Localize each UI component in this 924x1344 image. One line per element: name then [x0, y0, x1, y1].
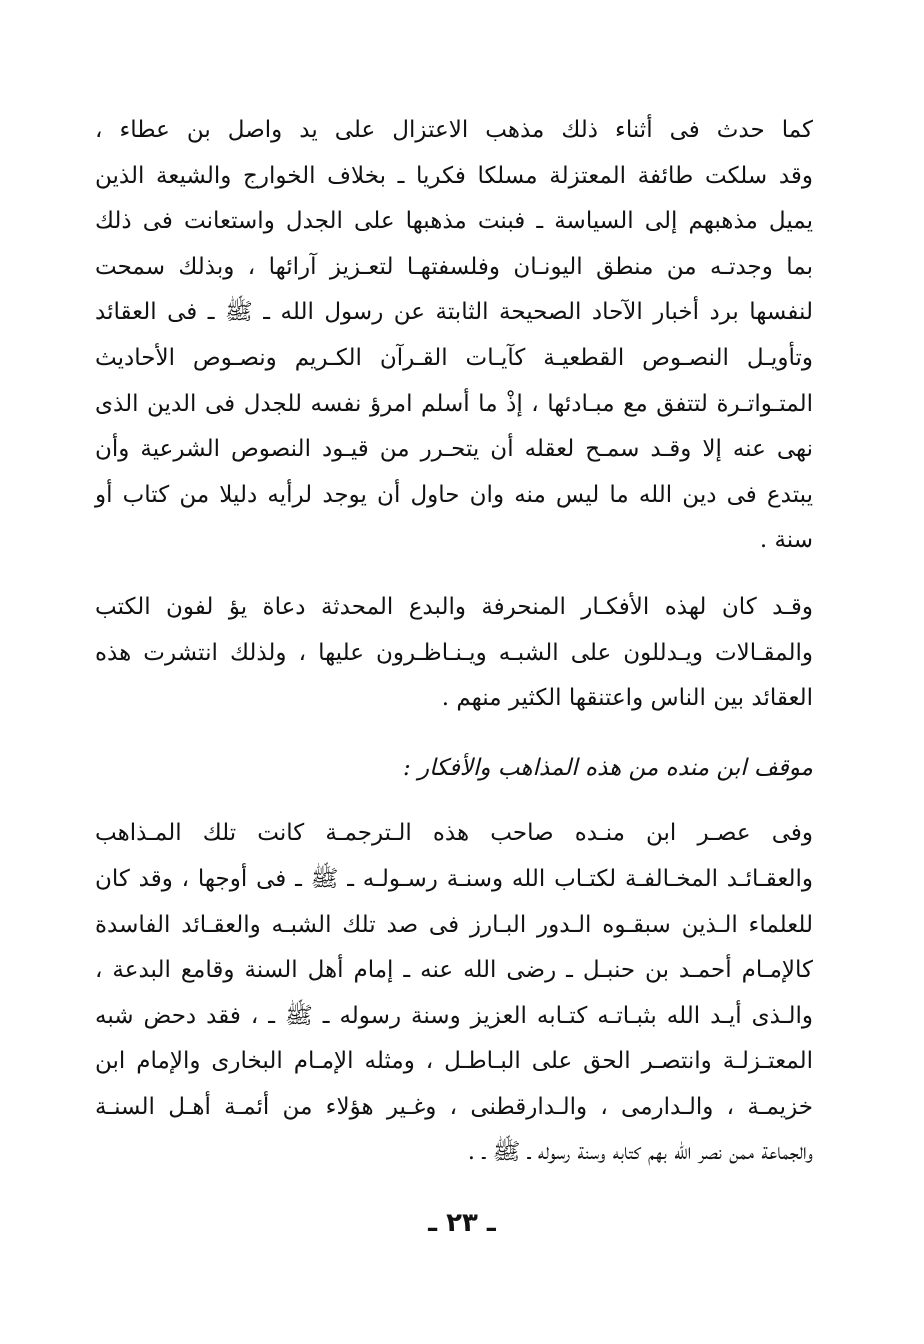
- paragraph-line: خزيمـة ، والـدارمى ، والـدارقطنى ، وغـير هؤلاء من أئمـة أهـل السنـة: [95, 1093, 813, 1120]
- paragraph-line: والجماعة ممن نصر الله بهم كتابه وسنة رسوله ـ ﷺ ـ .: [467, 1139, 813, 1166]
- paragraph-3: [95, 811, 813, 1176]
- paragraph-line: وفى عصـر ابن منـده صاحب هذه الـترجمـة كانت تلك المـذاهب: [95, 820, 813, 847]
- page-body: [95, 108, 813, 1176]
- paragraph-line: المعتـزلـة وانتصـر الحق على البـاطـل ، ومثله الإمـام البخارى والإمام ابن: [95, 1048, 813, 1075]
- paragraph-line: وتأويـل النصـوص القطعيـة كآيـات القـرآن الكـريم ونصـوص الأحاديث: [95, 344, 813, 371]
- paragraph-line: نهى عنه إلا وقـد سمـح لعقله أن يتحـرر من قيـود النصوص الشرعية وأن: [95, 436, 813, 463]
- paragraph-line: المتـواتـرة لتتفق مع مبـادئها ، إذْ ما أسلم امرؤ نفسه للجدل فى الدين الذى: [95, 390, 813, 417]
- paragraph-line: لنفسها برد أخبار الآحاد الصحيحة الثابتة عن رسول الله ـ ﷺ ـ فى العقائد: [95, 299, 813, 326]
- page-number: ـ ٢٣ ـ: [428, 1208, 496, 1238]
- paragraph-line: للعلماء الـذين سبقـوه الـدور البـارز فى صد تلك الشبـه والعقـائد الفاسدة: [95, 911, 813, 938]
- section-heading: موقف ابن منده من هذه المذاهب والأفكار :: [403, 754, 813, 781]
- paragraph-line: العقائد بين الناس واعتنقها الكثير منهم .: [441, 685, 813, 712]
- paragraph-line: كالإمـام أحمـد بن حنبـل ـ رضى الله عنه ـ إمام أهل السنة وقامع البدعة ،: [95, 957, 813, 984]
- paragraph-1: [95, 108, 813, 564]
- paragraph-line: بما وجدتـه من منطق اليونـان وفلسفتهـا لتعـزيز آرائها ، وبذلك سمحت: [95, 253, 813, 280]
- paragraph-2: [95, 585, 813, 722]
- paragraph-line: وقـد كان لهذه الأفكـار المنحرفة والبدع المحدثة دعاة يؤ لفون الكتب: [95, 593, 813, 620]
- paragraph-line: كما حدث فى أثناء ذلك مذهب الاعتزال على يد واصل بن عطاء ،: [95, 117, 813, 143]
- paragraph-line: والـذى أيـد الله بثبـاتـه كتـابه العزيز وسنة رسوله ـ ﷺ ـ ، فقد دحض شبه: [95, 1002, 813, 1029]
- paragraph-line: يبتدع فى دين الله ما ليس منه وان حاول أن يوجد لرأيه دليلا من كتاب أو: [95, 481, 813, 508]
- paragraph-line: سنة .: [759, 527, 813, 554]
- paragraph-line: يميل مذهبهم إلى السياسة ـ فبنت مذهبها على الجدل واستعانت فى ذلك: [95, 208, 813, 235]
- paragraph-line: والمقـالات ويـدللون على الشبـه ويـنـاظـرون عليها ، ولذلك انتشرت هذه: [95, 639, 813, 666]
- paragraph-line: وقد سلكت طائفة المعتزلة مسلكا فكريا ـ بخلاف الخوارج والشيعة الذين: [95, 162, 813, 189]
- paragraph-line: والعقـائـد المخـالفـة لكتـاب الله وسنـة رسـولـه ـ ﷺ ـ فى أوجها ، وقد كان: [95, 865, 813, 892]
